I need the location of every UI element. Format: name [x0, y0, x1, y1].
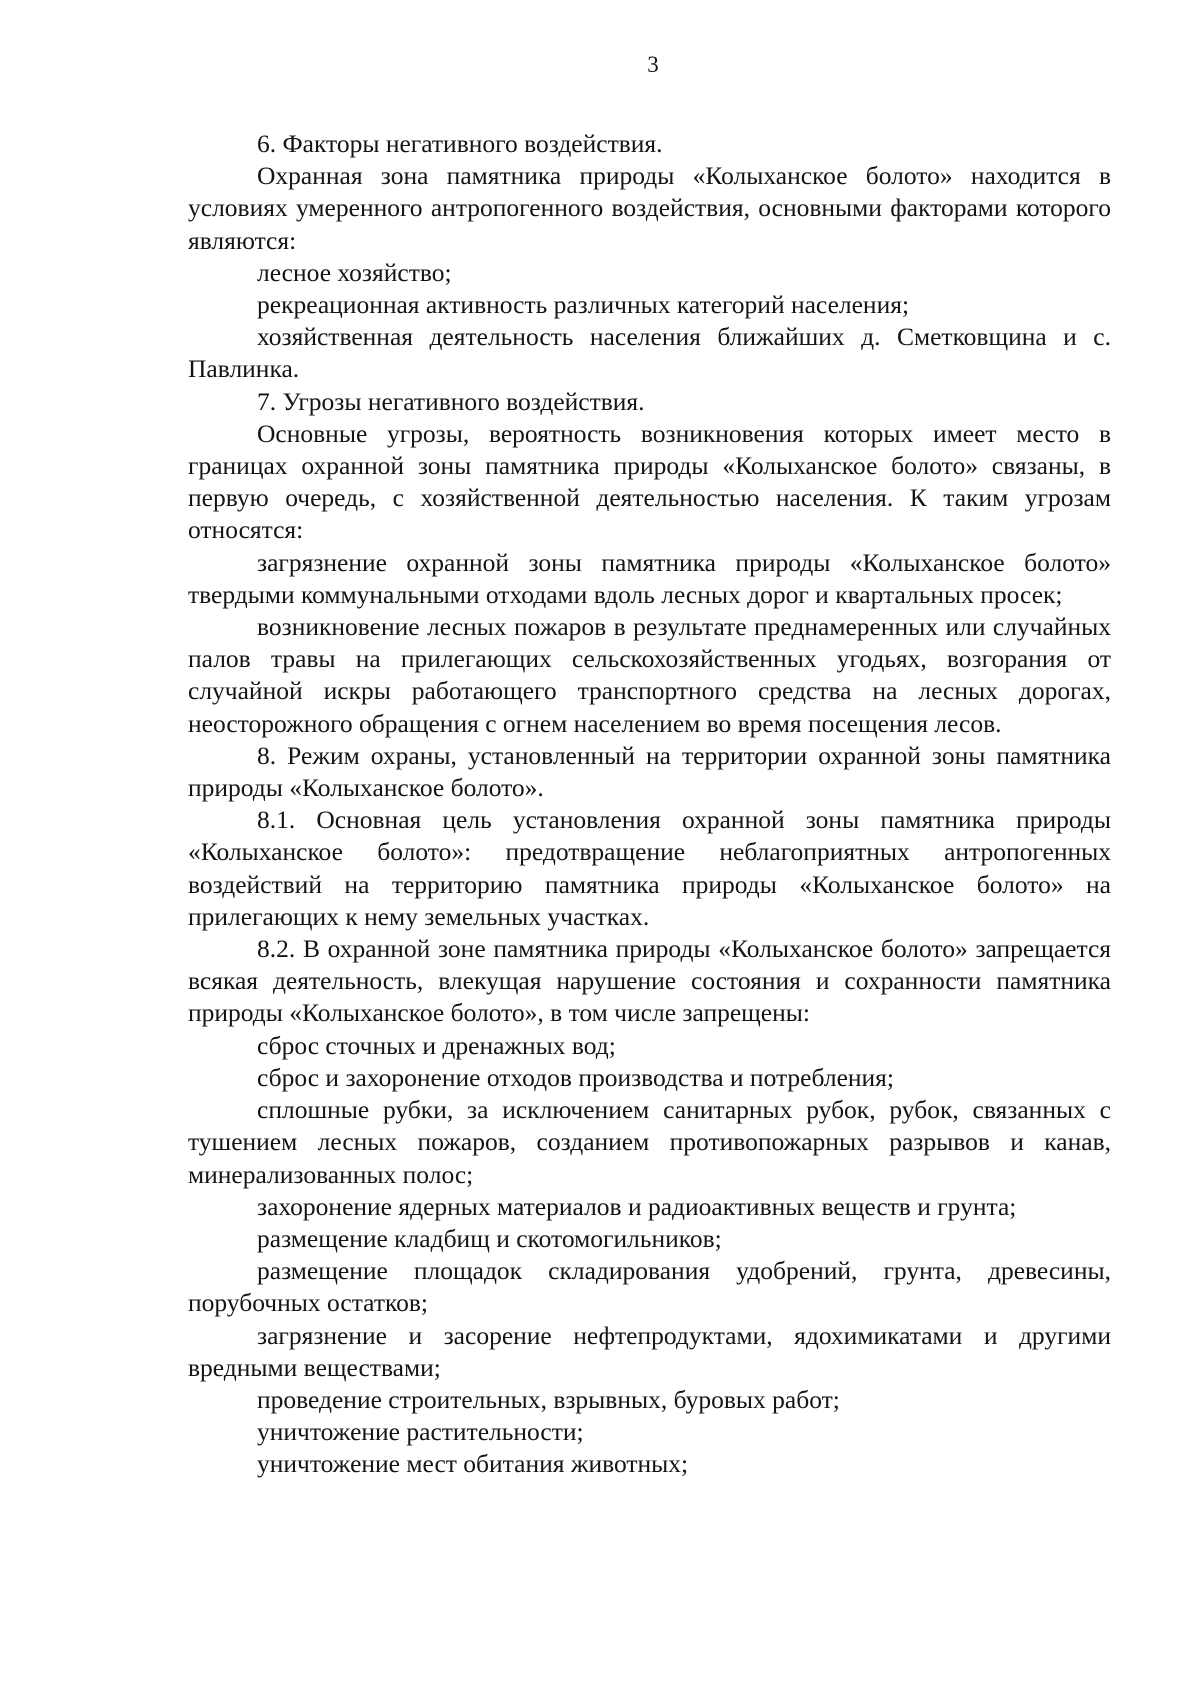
- list-item: размещение кладбищ и скотомогильников;: [257, 1223, 722, 1253]
- paragraph: Основные угрозы, вероятность возникновения которых имеет место в границах охранной зоны памятника природы «Колыханское болото» связаны, в первую очередь, с хозяйственной деятельностью населения. К таким угрозам относятся:: [188, 418, 1111, 545]
- list-item: сплошные рубки, за исключением санитарных рубок, рубок, связанных с тушением лесных пожаров, созданием противопожарных разрывов и канав, минерализованных полос;: [188, 1095, 1111, 1189]
- section-heading-6: 6. Факторы негативного воздействия.: [257, 129, 663, 158]
- list-item: хозяйственная деятельность населения ближайших д. Сметковщина и с. Павлинка.: [188, 322, 1111, 384]
- list-item: уничтожение растительности;: [257, 1417, 584, 1447]
- paragraph-8-2: 8.2. В охранной зоне памятника природы «Колыханское болото» запрещается всякая деятельность, влекущая нарушение состояния и сохранности памятника природы «Колыханское болото», в том числе запрещены:: [188, 934, 1111, 1028]
- list-item: возникновение лесных пожаров в результате преднамеренных или случайных палов травы на прилегающих сельскохозяйственных угодьях, возгорания от случайной искры работающего транспортного средства на лесных дорогах, неосторожного обращения с огнем населением во время посещения лесов.: [188, 612, 1111, 738]
- list-item: рекреационная активность различных категорий населения;: [257, 290, 910, 320]
- list-item: сброс сточных и дренажных вод;: [257, 1030, 616, 1060]
- section-heading-7: 7. Угрозы негативного воздействия.: [257, 386, 645, 416]
- list-item: лесное хозяйство;: [257, 257, 452, 287]
- document-body: [188, 128, 1111, 1481]
- list-item: загрязнение и засорение нефтепродуктами, ядохимикатами и другими вредными веществами;: [188, 1320, 1111, 1382]
- list-item: сброс и захоронение отходов производства и потребления;: [257, 1062, 894, 1092]
- list-item: загрязнение охранной зоны памятника природы «Колыханское болото» твердыми коммунальными отходами вдоль лесных дорог и квартальных просек;: [188, 547, 1111, 609]
- list-item: размещение площадок складирования удобрений, грунта, древесины, порубочных остатков;: [188, 1256, 1111, 1318]
- section-heading-8: 8. Режим охраны, установленный на территории охранной зоны памятника природы «Колыханское болото».: [188, 740, 1111, 803]
- list-item: уничтожение мест обитания животных;: [257, 1449, 689, 1479]
- paragraph: Охранная зона памятника природы «Колыханское болото» находится в условиях умеренного антропогенного воздействия, основными факторами которого являются:: [188, 161, 1111, 255]
- list-item: проведение строительных, взрывных, буровых работ;: [257, 1384, 840, 1414]
- list-item: захоронение ядерных материалов и радиоактивных веществ и грунта;: [257, 1191, 1017, 1221]
- page-number: 3: [647, 52, 659, 77]
- paragraph-8-1: 8.1. Основная цель установления охранной зоны памятника природы «Колыханское болото»: предотвращение неблагоприятных антропогенных воздействий на территорию памятника природы «Колыханское болото» на прилегающих к нему земельных участках.: [188, 805, 1111, 931]
